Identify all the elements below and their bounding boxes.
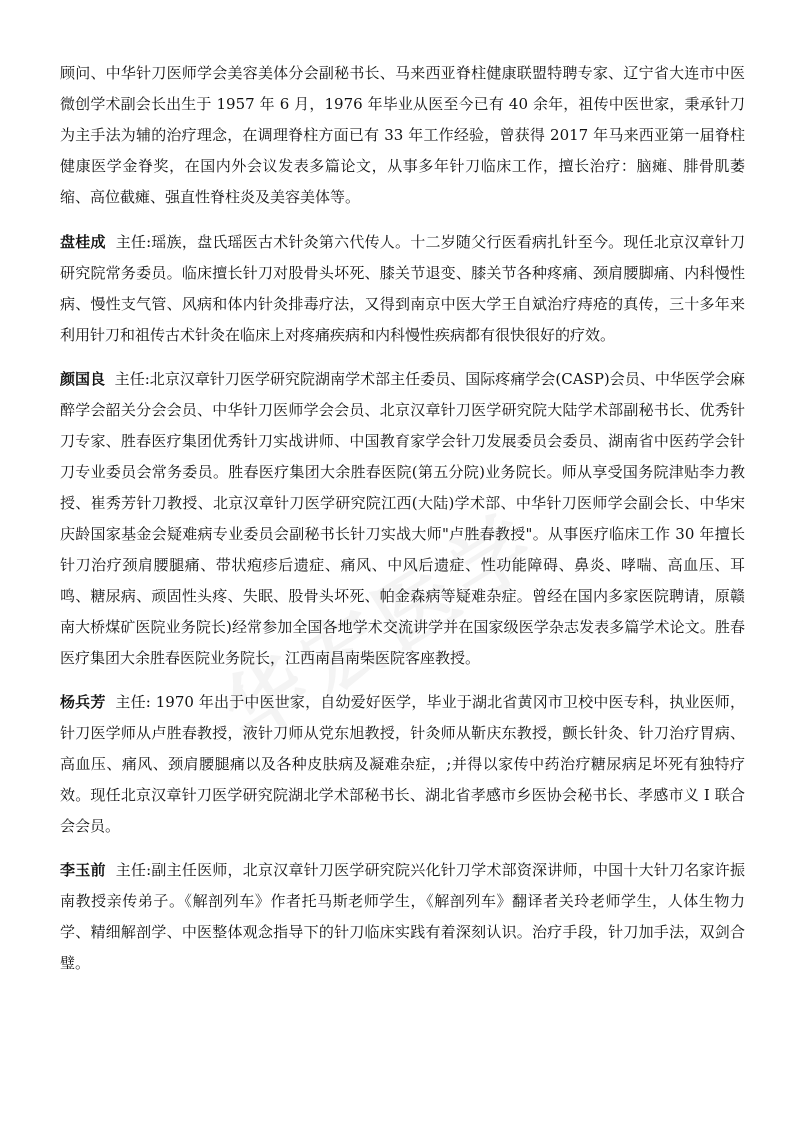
person-name: 李玉前 [60,861,106,879]
bio-entry [60,855,745,979]
bio-text: 主任:北京汉章针刀医学研究院湖南学术部主任委员、国际疼痛学会(CASP)会员、中华医学会麻醉学会韶关分会会员、中华针刀医师学会会员、北京汉章针刀医学研究院大陆学术部副秘书长、优秀针刀专家、胜春医疗集团优秀针刀实战讲师、中国教育家学会针刀发展委员会委员、湖南省中医药学会针刀专业委员会常务委员。胜春医疗集团大余胜春医院(第五分院)业务院长。师从享受国务院津贴李力教授、崔秀芳针刀教授、北京汉章针刀医学研究院江西(大陆)学术部、中华针刀医师学会副会长、中华宋庆龄国家基金会疑难病专业委员会副秘书长针刀实战大师"卢胜春教授"。从事医疗临床工作 30 年擅长针刀治疗颈肩腰腿痛、带状疱疹后遗症、痛风、中风后遗症、性功能障碍、鼻炎、哮喘、高血压、耳鸣、糖尿病、顽固性头疼、失眠、股骨头坏死、帕金森病等疑难杂症。曾经在国内多家医院聘请，原赣南大桥煤矿医院业务院长)经常参加全国各地学术交流讲学并在国家级医学杂志发表多篇学术论文。胜春医疗集团大余胜春医院业务院长，江西南昌南柴医院客座教授。 [60,370,745,667]
person-name: 盘桂成 [60,233,106,251]
person-name: 颜国良 [60,370,106,388]
bio-text: 主任:瑶族，盘氏瑶医古术针灸第六代传人。十二岁随父行医看病扎针至今。现任北京汉章针刀研究院常务委员。临床擅长针刀对股骨头坏死、膝关节退变、膝关节各种疼痛、颈肩腰脚痛、内科慢性病、慢性支气管、风病和体内针灸排毒疗法，又得到南京中医大学王自斌治疗痔疮的真传，三十多年来利用针刀和祖传古术针灸在临床上对疼痛疾病和内科慢性疾病都有很快很好的疗效。 [60,233,745,344]
bio-entry [60,364,745,674]
bio-text: 主任:副主任医师，北京汉章针刀医学研究院兴化针刀学术部资深讲师，中国十大针刀名家许振南教授亲传弟子。《解剖列车》作者托马斯老师学生，《解剖列车》翻译者关玲老师学生，人体生物力学、精细解剖学、中医整体观念指导下的针刀临床实践有着深刻认识。治疗手段，针刀加手法，双剑合璧。 [60,861,745,972]
bio-entry [60,687,745,842]
bio-text: 主任: 1970 年出于中医世家，自幼爱好医学，毕业于湖北省黄冈市卫校中医专科，执业医师，针刀医学师从卢胜春教授，液针刀师从党东旭教授，针灸师从靳庆东教授，颤长针灸、针刀治疗胃病、高血压、痛风、颈肩腰腿痛以及各种皮肤病及凝难杂症，;并得以家传中药治疗糖尿病足坏死有独特疗效。现任北京汉章针刀医学研究院湖北学术部秘书长、湖北省孝感市乡医协会秘书长、孝感市义 I 联合会会员。 [60,693,745,835]
bio-entry [60,227,745,351]
person-name: 杨兵芳 [60,693,106,711]
bio-entry-continuation [60,58,745,213]
bio-text: 顾问、中华针刀医师学会美容美体分会副秘书长、马来西亚脊柱健康联盟特聘专家、辽宁省大连市中医微创学术副会长出生于 1957 年 6 月，1976 年毕业从医至今已有 40 余年，祖传中医世家，秉承针刀为主手法为辅的治疗理念，在调理脊柱方面已有 33 年工作经验，曾获得 2017 年马来西亚第一届脊柱健康医学金脊奖，在国内外会议发表多篇论文，从事多年针刀临床工作，擅长治疗：脑瘫、腓骨肌萎缩、高位截瘫、强直性脊柱炎及美容美体等。 [60,64,745,206]
